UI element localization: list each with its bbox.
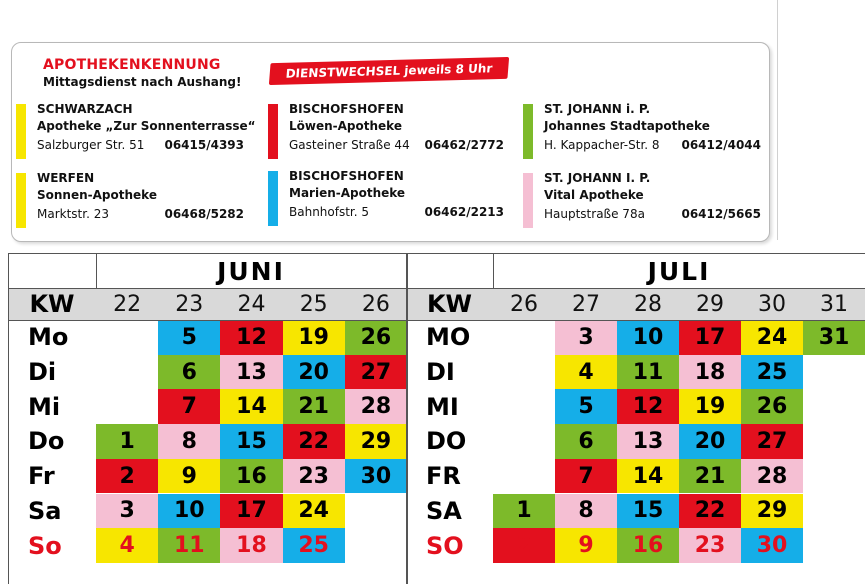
week-number: 28 (617, 288, 679, 320)
duty-day-cell: 31 (803, 320, 865, 355)
duty-day-cell: 3 (96, 494, 158, 529)
grid-line-july-label (493, 253, 494, 288)
duty-day-cell: 20 (283, 355, 345, 390)
duty-day-cell: 7 (158, 389, 220, 424)
week-number: 27 (555, 288, 617, 320)
weekday-label: Mo (28, 323, 69, 352)
week-number: 24 (220, 288, 282, 320)
weekday-label: So (28, 531, 62, 560)
duty-day-cell: 28 (345, 389, 407, 424)
duty-day-cell: 5 (158, 320, 220, 355)
duty-day-cell: 10 (158, 494, 220, 529)
grid-line-kw-bottom (8, 320, 865, 321)
duty-day-cell: 23 (283, 459, 345, 494)
pharmacy-color-swatch (268, 171, 278, 226)
duty-day-cell: 18 (679, 355, 741, 390)
pharmacy-address: Marktstr. 23 (37, 207, 109, 221)
weekday-label: Sa (28, 496, 62, 525)
pharmacy-address: Hauptstraße 78a (544, 207, 645, 221)
pharmacy-name: Marien-Apotheke (289, 186, 406, 200)
pharmacy-entry (523, 102, 761, 160)
pharmacy-color-swatch (16, 104, 26, 159)
duty-day-cell: 22 (679, 494, 741, 529)
kw-label: KW (8, 288, 96, 320)
week-number: 25 (283, 288, 345, 320)
duty-day-cell: 16 (220, 459, 282, 494)
pharmacy-name: Vital Apotheke (544, 188, 644, 202)
duty-day-cell: 30 (345, 459, 407, 494)
duty-day-cell: 29 (741, 494, 803, 529)
pharmacy-entry (268, 102, 504, 160)
duty-day-cell: 8 (158, 424, 220, 459)
duty-day-cell: 17 (220, 494, 282, 529)
pharmacy-entry (523, 171, 761, 229)
duty-day-cell: 12 (617, 389, 679, 424)
duty-day-cell: 30 (741, 528, 803, 563)
pharmacy-town: BISCHOFSHOFEN (289, 169, 404, 183)
duty-day-cell: 24 (741, 320, 803, 355)
duty-day-cell: 19 (283, 320, 345, 355)
duty-day-cell: 25 (283, 528, 345, 563)
weekday-label: DO (426, 427, 467, 456)
duty-day-cell: 13 (220, 355, 282, 390)
duty-day-cell: 17 (679, 320, 741, 355)
pharmacy-address: Salzburger Str. 51 (37, 138, 145, 152)
duty-day-cell: 10 (617, 320, 679, 355)
duty-day-cell: 2 (96, 459, 158, 494)
weekday-label: Do (28, 427, 65, 456)
pharmacy-phone: 06415/4393 (164, 138, 244, 152)
grid-line-june-label (96, 253, 97, 288)
duty-day-cell: 6 (158, 355, 220, 390)
pharmacy-entry (16, 102, 256, 160)
weekday-label: MO (426, 323, 471, 352)
weekday-label: SO (426, 531, 464, 560)
duty-day-cell: 3 (555, 320, 617, 355)
duty-day-cell: 28 (741, 459, 803, 494)
duty-day-cell: 25 (741, 355, 803, 390)
duty-day-cell: 5 (555, 389, 617, 424)
duty-day-cell: 12 (220, 320, 282, 355)
duty-day-cell: 24 (283, 494, 345, 529)
weekday-label: Fr (28, 462, 55, 491)
pharmacy-name: Löwen-Apotheke (289, 119, 402, 133)
pharmacy-phone: 06462/2772 (424, 138, 504, 152)
duty-day-cell: 4 (555, 355, 617, 390)
week-number: 26 (493, 288, 555, 320)
dienstwechsel-banner: DIENSTWECHSEL jeweils 8 Uhr (269, 57, 509, 85)
grid-line-kw-top (8, 288, 865, 289)
weekday-label: Di (28, 358, 57, 387)
duty-day-cell: 13 (617, 424, 679, 459)
week-number: 30 (741, 288, 803, 320)
duty-day-cell: 15 (617, 494, 679, 529)
duty-day-cell: 9 (555, 528, 617, 563)
pharmacy-town: ST. JOHANN I. P. (544, 171, 651, 185)
grid-line-top (8, 253, 865, 254)
duty-day-cell: 19 (679, 389, 741, 424)
week-number: 26 (345, 288, 407, 320)
duty-day-cell: 21 (283, 389, 345, 424)
month-title-july: JULI (647, 256, 711, 286)
duty-day-cell: 29 (345, 424, 407, 459)
week-number: 31 (803, 288, 865, 320)
week-number: 22 (96, 288, 158, 320)
duty-day-cell: 18 (220, 528, 282, 563)
duty-day-cell: 6 (555, 424, 617, 459)
weekday-label: FR (426, 462, 461, 491)
duty-day-cell: 26 (345, 320, 407, 355)
grid-line-month-divider (406, 253, 408, 584)
duty-day-cell: 14 (617, 459, 679, 494)
pharmacy-name: Sonnen-Apotheke (37, 188, 157, 202)
weekday-label: DI (426, 358, 455, 387)
page-edge-line (777, 0, 778, 240)
duty-day-cell: 22 (283, 424, 345, 459)
month-title-june: JUNI (217, 256, 285, 286)
duty-day-cell: 14 (220, 389, 282, 424)
duty-day-cell: 21 (679, 459, 741, 494)
pharmacy-phone: 06468/5282 (164, 207, 244, 221)
pharmacy-color-swatch (523, 173, 533, 228)
weekday-label: Mi (28, 392, 61, 421)
duty-day-cell: 16 (617, 528, 679, 563)
pharmacy-town: ST. JOHANN i. P. (544, 102, 651, 116)
legend-title: APOTHEKENKENNUNG (43, 57, 221, 73)
duty-day-cell: 1 (96, 424, 158, 459)
duty-day-cell: 9 (158, 459, 220, 494)
duty-day-cell: 23 (679, 528, 741, 563)
pharmacy-color-swatch (16, 173, 26, 228)
duty-day-cell: 11 (617, 355, 679, 390)
duty-day-cell: 11 (158, 528, 220, 563)
pharmacy-entry (268, 169, 504, 227)
pharmacy-address: Bahnhofstr. 5 (289, 205, 370, 219)
pharmacy-color-swatch (523, 104, 533, 159)
pharmacy-address: H. Kappacher-Str. 8 (544, 138, 660, 152)
duty-day-cell: 2 (493, 528, 555, 563)
kw-label: KW (406, 288, 493, 320)
duty-day-cell: 27 (345, 355, 407, 390)
duty-day-cell: 8 (555, 494, 617, 529)
pharmacy-color-swatch (268, 104, 278, 159)
week-number: 29 (679, 288, 741, 320)
duty-day-cell: 26 (741, 389, 803, 424)
legend-subtitle: Mittagsdienst nach Aushang! (43, 75, 242, 89)
pharmacy-town: BISCHOFSHOFEN (289, 102, 404, 116)
pharmacy-town: SCHWARZACH (37, 102, 133, 116)
weekday-label: MI (426, 392, 459, 421)
pharmacy-phone: 06412/5665 (681, 207, 761, 221)
duty-day-cell: 20 (679, 424, 741, 459)
week-number: 23 (158, 288, 220, 320)
pharmacy-phone: 06412/4044 (681, 138, 761, 152)
duty-day-cell: 1 (493, 494, 555, 529)
pharmacy-address: Gasteiner Straße 44 (289, 138, 410, 152)
duty-day-cell: 27 (741, 424, 803, 459)
duty-day-cell: 7 (555, 459, 617, 494)
pharmacy-name: Johannes Stadtapotheke (544, 119, 710, 133)
duty-day-cell: 4 (96, 528, 158, 563)
weekday-label: SA (426, 496, 462, 525)
pharmacy-phone: 06462/2213 (424, 205, 504, 219)
pharmacy-name: Apotheke „Zur Sonnenterrasse“ (37, 119, 256, 133)
pharmacy-entry (16, 171, 244, 229)
duty-day-cell: 15 (220, 424, 282, 459)
pharmacy-town: WERFEN (37, 171, 95, 185)
grid-line-left (8, 253, 9, 584)
